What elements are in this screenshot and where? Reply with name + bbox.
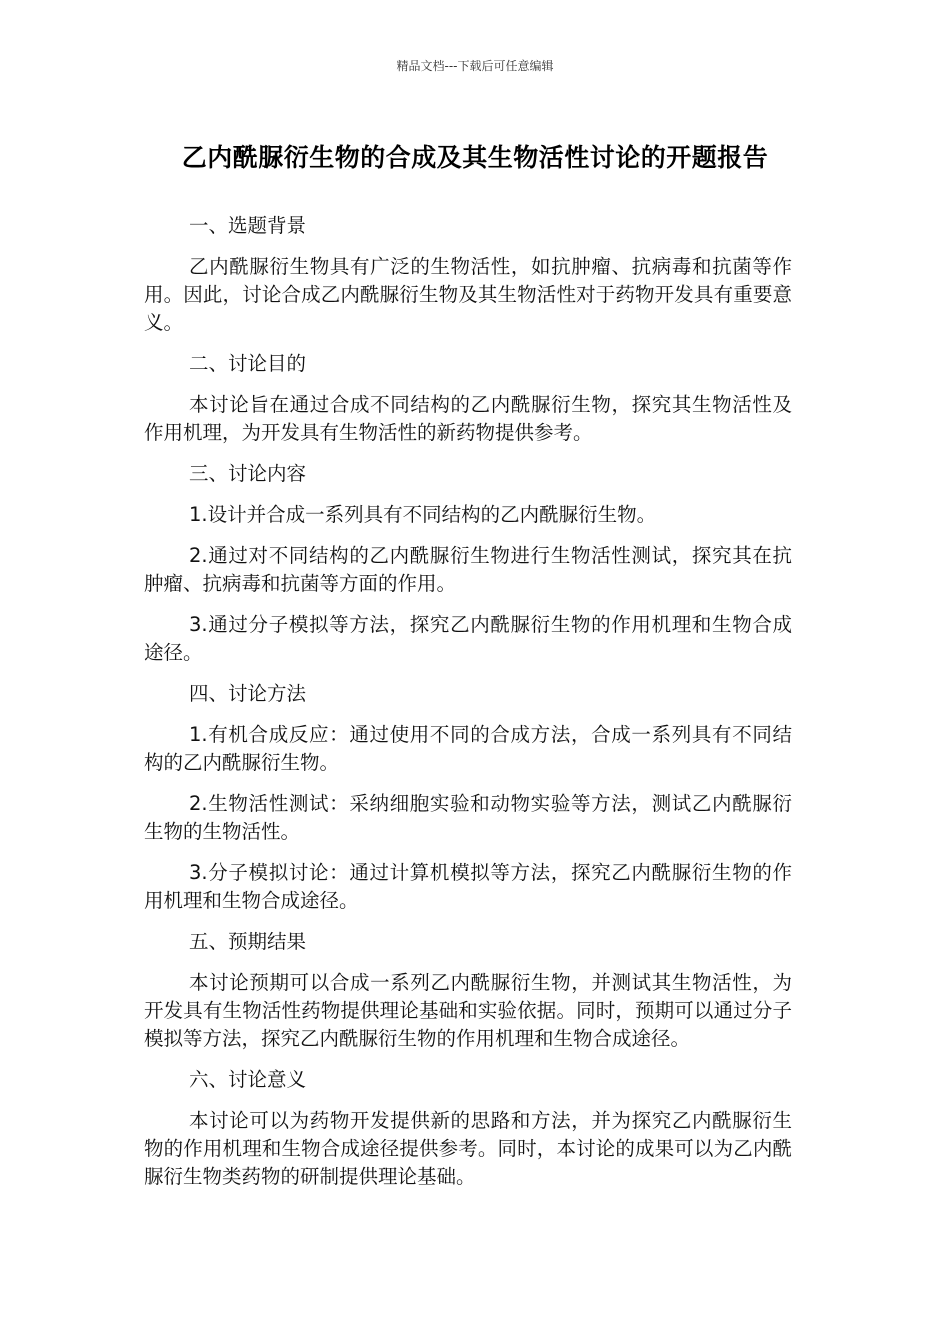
section-heading: 六、讨论意义: [189, 1068, 307, 1091]
list-item: 1.有机合成反应：通过使用不同的合成方法，合成一系列具有不同结构的乙内酰脲衍生物。: [144, 723, 792, 774]
list-item: 3.分子模拟讨论：通过计算机模拟等方法，探究乙内酰脲衍生物的作用机理和生物合成途径。: [144, 861, 792, 912]
body-paragraph: 乙内酰脲衍生物具有广泛的生物活性，如抗肿瘤、抗病毒和抗菌等作用。因此，讨论合成乙内酰脲衍生物及其生物活性对于药物开发具有重要意义。: [144, 255, 792, 334]
section-heading: 三、讨论内容: [189, 462, 307, 485]
document-title: 乙内酰脲衍生物的合成及其生物活性讨论的开题报告: [181, 143, 769, 172]
body-paragraph: 本讨论旨在通过合成不同结构的乙内酰脲衍生物，探究其生物活性及作用机理，为开发具有生物活性的新药物提供参考。: [144, 393, 792, 444]
section-heading: 五、预期结果: [189, 930, 307, 953]
list-item: 3.通过分子模拟等方法，探究乙内酰脲衍生物的作用机理和生物合成途径。: [144, 613, 792, 664]
list-item: 2.生物活性测试：采纳细胞实验和动物实验等方法，测试乙内酰脲衍生物的生物活性。: [144, 792, 792, 843]
header-note: 精品文档---下载后可任意编辑: [396, 59, 554, 73]
body-paragraph: 本讨论可以为药物开发提供新的思路和方法，并为探究乙内酰脲衍生物的作用机理和生物合成途径提供参考。同时，本讨论的成果可以为乙内酰脲衍生物类药物的研制提供理论基础。: [144, 1109, 792, 1188]
body-paragraph: 本讨论预期可以合成一系列乙内酰脲衍生物，并测试其生物活性，为开发具有生物活性药物提供理论基础和实验依据。同时，预期可以通过分子模拟等方法，探究乙内酰脲衍生物的作用机理和生物合成途径。: [144, 971, 792, 1050]
list-item: 1.设计并合成一系列具有不同结构的乙内酰脲衍生物。: [189, 503, 657, 526]
section-heading: 二、讨论目的: [189, 352, 307, 375]
list-item: 2.通过对不同结构的乙内酰脲衍生物进行生物活性测试，探究其在抗肿瘤、抗病毒和抗菌等方面的作用。: [144, 544, 792, 595]
document-body: [144, 212, 792, 1204]
section-heading: 一、选题背景: [189, 214, 307, 237]
section-heading: 四、讨论方法: [189, 682, 307, 705]
